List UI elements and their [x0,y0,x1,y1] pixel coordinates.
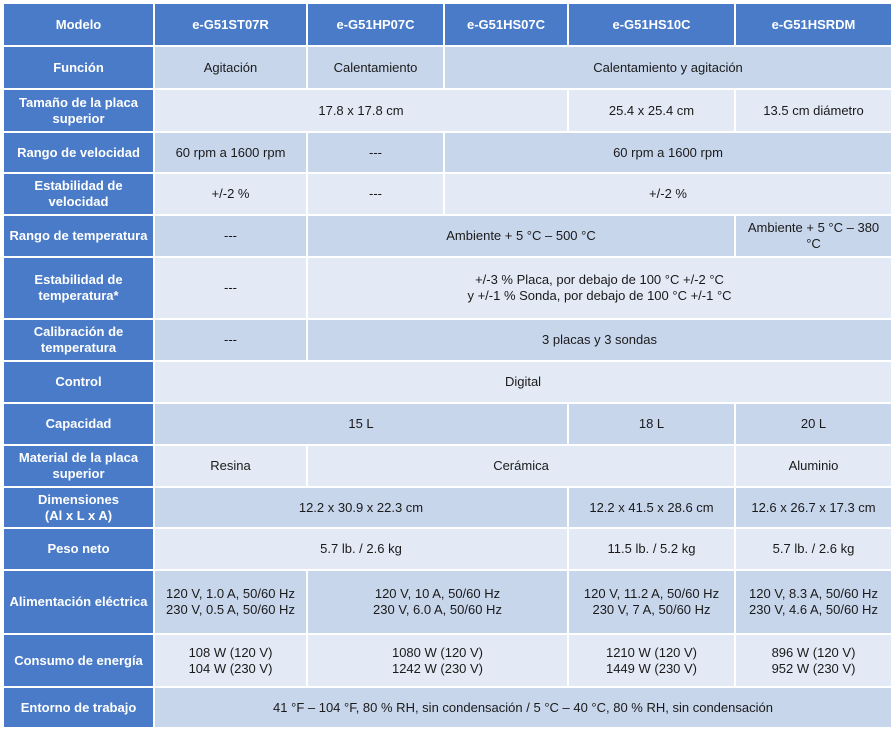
cell: Agitación [154,46,307,89]
model-name: e-G51HS07C [444,3,568,46]
cell-line: 1210 W (120 V) [605,644,698,660]
cell-line: 952 W (230 V) [771,660,856,676]
row-control [3,361,892,403]
row-rango-velocidad [3,132,892,173]
cell [735,634,892,687]
cell: 15 L [154,403,568,445]
cell-line: 108 W (120 V) [188,644,273,660]
row-label: Estabilidad de temperatura* [3,257,154,319]
cell: 3 placas y 3 sondas [307,319,892,361]
cell-line: 104 W (230 V) [188,660,273,676]
cell: 60 rpm a 1600 rpm [444,132,892,173]
row-label: Calibración de temperatura [3,319,154,361]
cell [154,634,307,687]
cell: Resina [154,445,307,487]
cell-line: 230 V, 0.5 A, 50/60 Hz [166,602,295,617]
cell: --- [154,215,307,257]
row-label: Control [3,361,154,403]
cell: 18 L [568,403,735,445]
cell: 25.4 x 25.4 cm [568,89,735,132]
cell: 60 rpm a 1600 rpm [154,132,307,173]
row-label: Rango de velocidad [3,132,154,173]
cell: +/-2 % [154,173,307,215]
row-peso [3,528,892,570]
cell [307,634,568,687]
cell: 13.5 cm diámetro [735,89,892,132]
cell-line: +/-3 % Placa, por debajo de 100 °C +/-2 °C [475,272,724,287]
cell: --- [154,257,307,319]
cell: 12.2 x 30.9 x 22.3 cm [154,487,568,528]
cell: --- [307,173,444,215]
row-funcion [3,46,892,89]
cell-line: 1449 W (230 V) [605,660,698,676]
row-label: Peso neto [3,528,154,570]
cell: 5.7 lb. / 2.6 kg [154,528,568,570]
cell-line: 120 V, 10 A, 50/60 Hz [374,586,501,601]
row-label: Estabilidad de velocidad [3,173,154,215]
row-label [3,487,154,528]
cell: 12.6 x 26.7 x 17.3 cm [735,487,892,528]
row-label: Alimentación eléctrica [3,570,154,634]
cell: +/-2 % [444,173,892,215]
cell [735,570,892,634]
cell: Calentamiento [307,46,444,89]
row-entorno [3,687,892,728]
cell [307,257,892,319]
row-alimentacion [3,570,892,634]
cell-line: 230 V, 6.0 A, 50/60 Hz [373,602,502,617]
row-label-line: (Al x L x A) [44,507,113,523]
cell: Calentamiento y agitación [444,46,892,89]
model-name: e-G51HS10C [568,3,735,46]
row-consumo [3,634,892,687]
row-label: Función [3,46,154,89]
row-label: Rango de temperatura [3,215,154,257]
cell: Digital [154,361,892,403]
cell: 20 L [735,403,892,445]
model-name: e-G51HP07C [307,3,444,46]
cell-line: 120 V, 11.2 A, 50/60 Hz [583,586,720,601]
header-label: Modelo [3,3,154,46]
header-row [3,3,892,46]
cell-line: 1080 W (120 V) [391,644,484,660]
cell: 12.2 x 41.5 x 28.6 cm [568,487,735,528]
cell [307,570,568,634]
row-rango-temperatura [3,215,892,257]
cell-line: 230 V, 4.6 A, 50/60 Hz [749,602,878,617]
model-name: e-G51HSRDM [735,3,892,46]
row-tamano [3,89,892,132]
cell: --- [307,132,444,173]
cell-line: 120 V, 8.3 A, 50/60 Hz [749,586,878,601]
cell-line: 230 V, 7 A, 50/60 Hz [592,602,711,617]
row-calibracion [3,319,892,361]
cell-line: y +/-1 % Sonda, por debajo de 100 °C +/-1 °C [467,288,732,303]
cell: 5.7 lb. / 2.6 kg [735,528,892,570]
cell: --- [154,319,307,361]
cell: 17.8 x 17.8 cm [154,89,568,132]
row-label: Tamaño de la placa superior [3,89,154,132]
cell-line: 1242 W (230 V) [391,660,484,676]
row-capacidad [3,403,892,445]
row-dimensiones [3,487,892,528]
row-label: Capacidad [3,403,154,445]
row-label: Entorno de trabajo [3,687,154,728]
row-material [3,445,892,487]
row-label: Material de la placa superior [3,445,154,487]
cell: Aluminio [735,445,892,487]
cell [568,570,735,634]
row-label-line: Dimensiones [38,491,119,507]
cell [154,570,307,634]
cell-line: 120 V, 1.0 A, 50/60 Hz [166,586,295,601]
cell: 41 °F – 104 °F, 80 % RH, sin condensación / 5 °C – 40 °C, 80 % RH, sin condensación [154,687,892,728]
cell: Ambiente + 5 °C – 500 °C [307,215,735,257]
cell: 11.5 lb. / 5.2 kg [568,528,735,570]
cell: Cerámica [307,445,735,487]
row-label: Consumo de energía [3,634,154,687]
cell: Ambiente + 5 °C – 380 °C [735,215,892,257]
spec-table [2,2,893,729]
cell [568,634,735,687]
row-estabilidad-velocidad [3,173,892,215]
cell-line: 896 W (120 V) [771,644,856,660]
model-name: e-G51ST07R [154,3,307,46]
row-estabilidad-temperatura [3,257,892,319]
